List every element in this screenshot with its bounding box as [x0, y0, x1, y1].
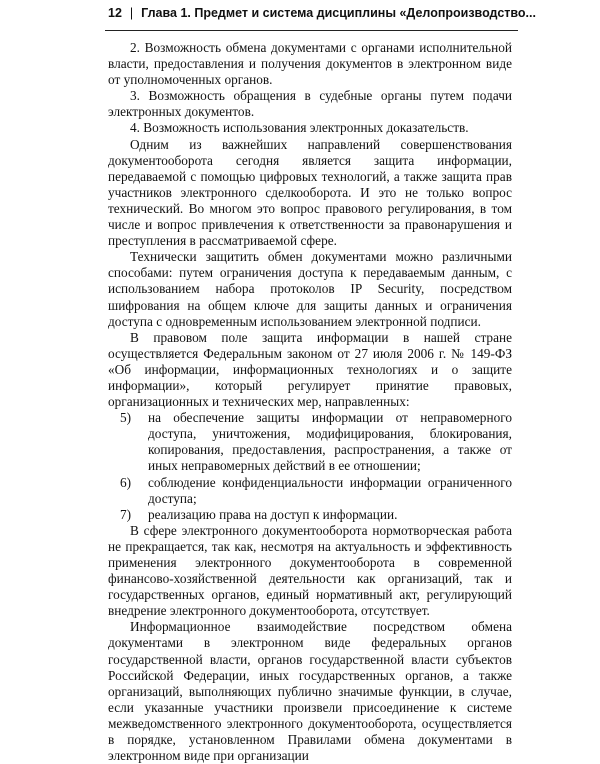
paragraph: Одним из важнейших направлений совершенствования документооборота сегодня является защита информации, передаваемой с помощью цифровых технологий, а также защита прав участников электронного сделкооборота. И это не только вопрос технический. Во многом это вопрос правового регулирования, в том числе и вопрос привлечения к ответственности за правонарушения и преступления в рассматриваемой сфере.	[108, 136, 512, 249]
paragraph: 2. Возможность обмена документами с органами исполнительной власти, предоставления и получения документов в электронном виде от уполномоченных органов.	[108, 40, 512, 88]
page-body	[108, 40, 512, 764]
paragraph: 3. Возможность обращения в судебные органы путем подачи электронных документов.	[108, 88, 512, 120]
paragraph: Технически защитить обмен документами можно различными способами: путем ограничения доступа к передаваемым данным, с использованием набора протоколов IP Security, посредством шифрования на общем ключе для защиты данных и ограничения доступа с одновременным использованием электронной подписи.	[108, 249, 512, 329]
list-item	[108, 410, 512, 474]
running-header	[108, 6, 590, 28]
list-item-text: на обеспечение защиты информации от неправомерного доступа, уничтожения, модифицирования, блокирования, копирования, предоставления, распространения, а также от иных неправомерных действий в ее отношении;	[148, 410, 512, 474]
header-rule	[105, 30, 518, 31]
list-item-number: 5)	[120, 410, 132, 426]
page-number: 12	[108, 6, 122, 20]
list-item-text: соблюдение конфиденциальности информации ограниченного доступа;	[148, 474, 512, 506]
list-item-number: 7)	[120, 506, 132, 522]
paragraph: В правовом поле защита информации в нашей стране осуществляется Федеральным законом от 27 июля 2006 г. № 149-ФЗ «Об информации, информационных технологиях и о защите информации», который регулирует принятие правовых, организационных и технических мер, направленных:	[108, 329, 512, 410]
paragraph: Информационное взаимодействие посредством обмена документами в электронном виде федеральных органов государственной власти, органов государственной власти субъектов Российской Федерации, иных государственных органов, а также организаций, выполняющих публично значимые функции, в случае, если указанные участники произвели присоединение к системе межведомственного электронного документооборота, осуществляется в порядке, установленном Правилами обмена документами в электронном виде при организации	[108, 619, 512, 764]
paragraph: 4. Возможность использования электронных доказательств.	[130, 120, 469, 136]
list-item-number: 6)	[120, 474, 132, 490]
list-item	[108, 475, 512, 507]
running-title: Глава 1. Предмет и система дисциплины «Делопроизводство...	[141, 6, 536, 20]
paragraph: В сфере электронного документооборота нормотворческая работа не прекращается, так как, несмотря на актуальность и эффективность применения электронного документооборота в современной финансово-хозяйственной деятельности как организаций, так и государственных органов, единый нормативный акт, регулирующий внедрение электронного документооборота, отсутствует.	[108, 522, 512, 619]
list-item-text: реализацию права на доступ к информации.	[148, 506, 398, 522]
header-separator: |	[129, 6, 134, 20]
list-item	[108, 507, 512, 523]
